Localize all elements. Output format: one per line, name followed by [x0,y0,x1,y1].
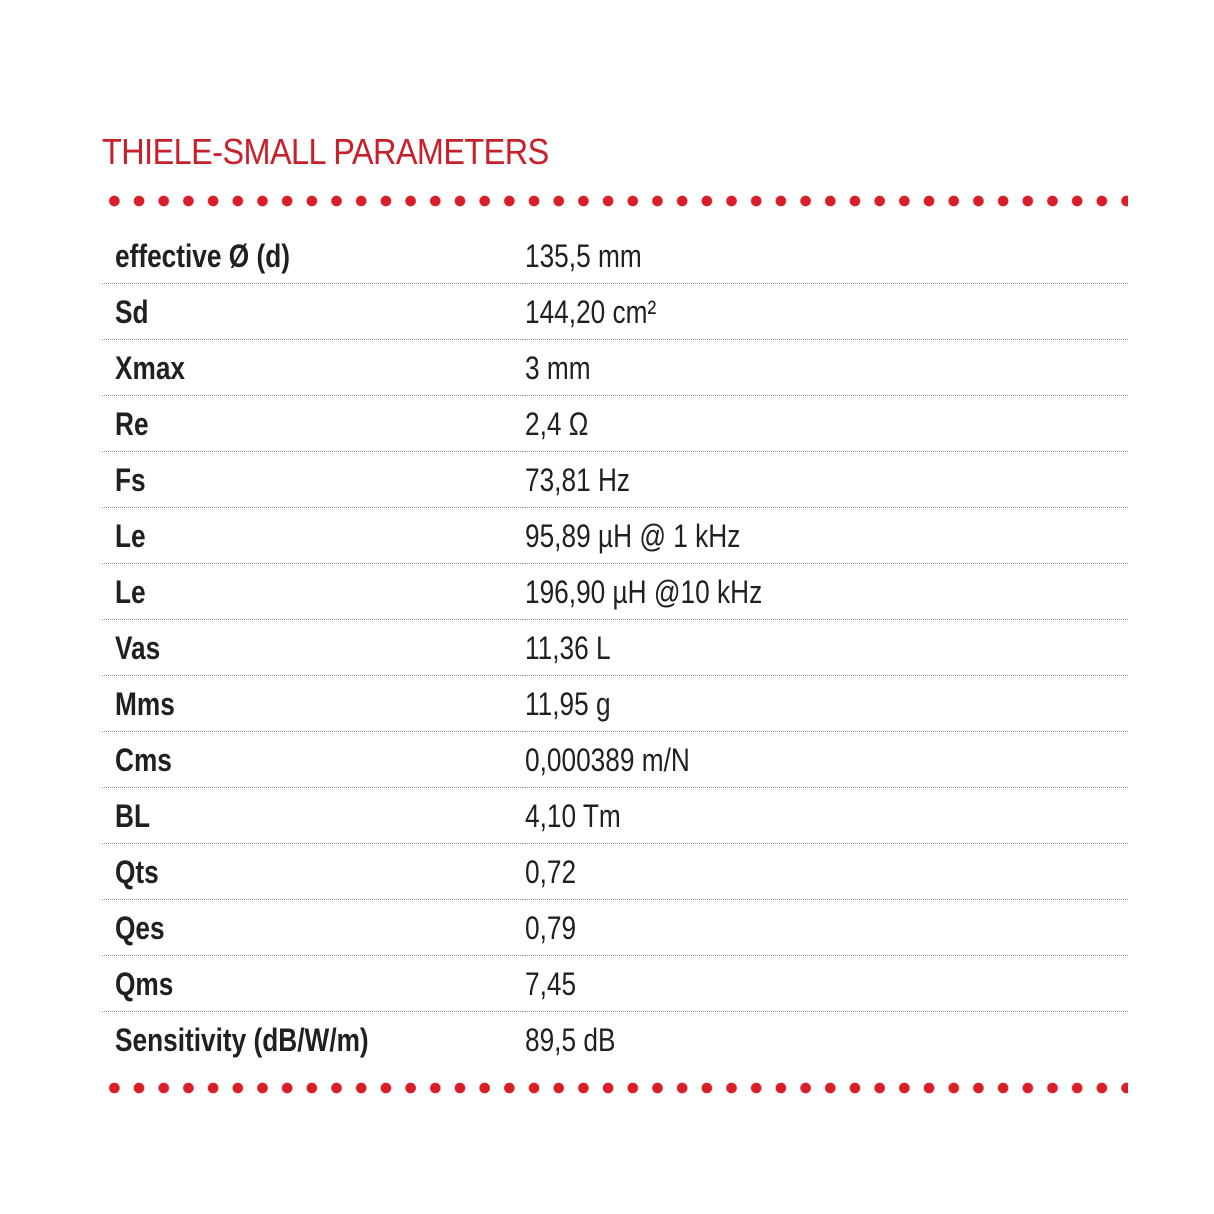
parameter-value: 0,79 [525,900,1128,956]
table-row [102,564,1128,620]
parameter-label: Fs [102,452,525,508]
parameter-label: Qms [102,956,525,1012]
parameters-table [102,228,1128,1067]
parameter-value: 4,10 Tm [525,788,1128,844]
parameter-label: Sensitivity (dB/W/m) [115,1021,369,1058]
parameter-label: Qes [102,900,525,956]
parameter-value: 3 mm [525,340,1128,396]
parameter-value: 11,36 L [525,620,1128,676]
parameter-label: effective Ø (d) [102,228,525,284]
table-row [102,1012,1128,1068]
parameter-value: 73,81 Hz [525,452,1128,508]
table-row [102,508,1128,564]
parameter-value: 0,72 [525,844,1128,900]
table-row [102,228,1128,284]
table-row [102,732,1128,788]
parameter-label: Mms [102,676,525,732]
parameter-label: BL [102,788,525,844]
parameter-value: 144,20 cm² [525,284,1128,340]
parameter-value: 7,45 [525,956,1128,1012]
parameter-value: 0,000389 m/N [525,732,1128,788]
parameter-value: 196,90 µH @10 kHz [525,564,1128,620]
parameter-value: 135,5 mm [525,228,1128,284]
table-row [102,396,1128,452]
parameter-label: Xmax [102,340,525,396]
table-row [102,844,1128,900]
table-row [102,620,1128,676]
parameter-label: Sd [102,284,525,340]
table-row [102,340,1128,396]
parameter-label: Qts [102,844,525,900]
parameter-label: Cms [102,732,525,788]
table-row [102,956,1128,1012]
parameter-label: Le [102,508,525,564]
dotted-divider-top [102,194,1128,208]
table-row [102,676,1128,732]
table-row [102,284,1128,340]
dotted-divider-bottom [102,1081,1128,1095]
parameter-value: 89,5 dB [525,1021,616,1058]
table-row [102,900,1128,956]
parameter-value: 95,89 µH @ 1 kHz [525,508,1128,564]
parameters-table-body [102,228,1128,1067]
parameter-label: Le [102,564,525,620]
section-title: THIELE-SMALL PARAMETERS [102,131,549,172]
parameter-value: 11,95 g [525,676,1128,732]
table-row [102,452,1128,508]
parameter-value: 2,4 Ω [525,396,1128,452]
table-row [102,788,1128,844]
thiele-small-spec-sheet [102,128,1128,1095]
parameter-label: Re [102,396,525,452]
parameter-label: Vas [102,620,525,676]
